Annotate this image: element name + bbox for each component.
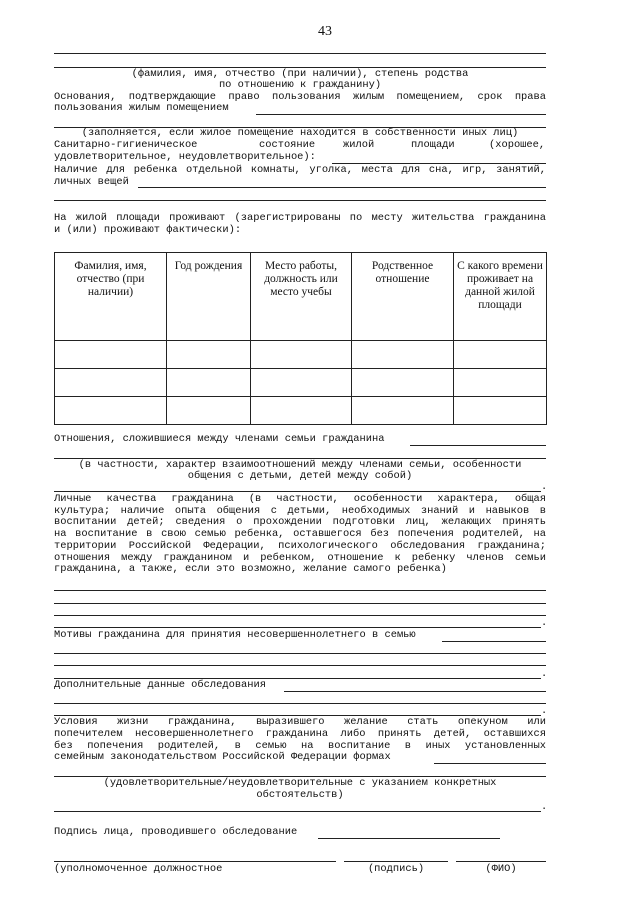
sanitary-line2: удовлетворительное, неудовлетворительное):: [54, 151, 316, 163]
name-caption: (ФИО): [485, 863, 517, 875]
table-cell[interactable]: [55, 369, 167, 397]
conditions-fill-line-3: [54, 811, 541, 812]
sign-caption: (подпись): [367, 863, 425, 875]
table-cell[interactable]: [352, 369, 454, 397]
table-cell[interactable]: [167, 341, 251, 369]
sign-fill-line: [344, 861, 448, 862]
sanitary-line1-w1: Санитарно-гигиеническое: [54, 139, 198, 151]
conditions-line-3: без попечения родителей, в семью на воспитание в иных установленных: [54, 740, 546, 752]
additional-fill-line-2: [54, 703, 546, 704]
sanitary-line1-w4: площади: [411, 139, 455, 151]
conditions-line-4: семейным законодательством Российской Федерации формах: [54, 751, 391, 763]
col-header-since: С какого времени проживает на данной жилой площади: [454, 253, 547, 341]
grounds-label-line1: Основания, подтверждающие право пользования жилым помещением, срок права: [54, 91, 546, 103]
personal-fill-line-3: [54, 615, 546, 616]
table-cell[interactable]: [454, 341, 547, 369]
table-row: [55, 369, 547, 397]
col-header-relation: Родственное отношение: [352, 253, 454, 341]
conditions-line-2: попечителем несовершеннолетнего гражданина либо принять детей, оставшихся: [54, 728, 546, 740]
table-cell[interactable]: [352, 397, 454, 425]
conditions-fill-line-1: [434, 763, 546, 764]
residents-intro-line1: На жилой площади проживают (зарегистрированы по месту жительства гражданина: [54, 212, 546, 224]
additional-period: .: [541, 705, 548, 717]
grounds-label-line2: пользования жилым помещением: [54, 102, 229, 114]
table-cell[interactable]: [251, 369, 352, 397]
table-cell[interactable]: [352, 341, 454, 369]
child-room-line2: личных вещей: [54, 176, 129, 188]
motives-fill-line-1: [442, 641, 546, 642]
residents-table: [54, 252, 547, 425]
personal-line-3: воспитании детей; сведения о прохождении подготовки лиц, желающих принять: [54, 516, 546, 528]
relations-caption-line2: общения с детьми, детей между собой): [187, 470, 413, 482]
motives-fill-line-3: [54, 665, 546, 666]
sanitary-line1-w3: жилой: [343, 139, 375, 151]
residents-intro-line2: и (или) проживают фактически):: [54, 224, 242, 236]
child-room-fill-line-1: [138, 187, 546, 188]
motives-label: Мотивы гражданина для принятия несовершеннолетнего в семью: [54, 629, 416, 641]
personal-line-5: территории Российской Федерации, психологического обследования гражданина;: [54, 540, 546, 552]
personal-line-7: гражданина, а также, если это возможно, желание самого ребенка): [54, 563, 447, 575]
personal-fill-line-2: [54, 603, 546, 604]
table-cell[interactable]: [454, 397, 547, 425]
personal-line-4: на воспитание в свою семью ребенка, оставшегося без попечения родителей, на: [54, 528, 546, 540]
additional-label: Дополнительные данные обследования: [54, 679, 267, 691]
official-fill-line: [54, 861, 336, 862]
table-cell[interactable]: [167, 369, 251, 397]
sanitary-line1-w2: состояние: [259, 139, 316, 151]
relations-period: .: [541, 481, 548, 493]
personal-period: .: [541, 617, 548, 629]
official-caption: (уполномоченное должностное: [54, 863, 223, 875]
signature-fill-line: [318, 838, 500, 839]
personal-line-1: Личные качества гражданина (в частности, особенности характера, общая: [54, 493, 546, 505]
page-number: 43: [318, 24, 332, 39]
relatives-caption-line2: по отношению к гражданину): [218, 79, 382, 91]
relations-fill-line-3: [54, 491, 541, 492]
conditions-caption-line2: обстоятельств): [256, 789, 344, 801]
table-cell[interactable]: [454, 369, 547, 397]
table-cell[interactable]: [251, 397, 352, 425]
additional-fill-line-1: [284, 691, 546, 692]
relatives-fill-line-1: [54, 53, 546, 54]
name-fill-line: [456, 861, 546, 862]
conditions-period: .: [541, 801, 548, 813]
residents-table-header-row: [55, 253, 547, 341]
relations-label: Отношения, сложившиеся между членами семьи гражданина: [54, 433, 385, 445]
signature-label: Подпись лица, проводившего обследование: [54, 826, 298, 838]
conditions-caption-line1: (удовлетворительные/неудовлетворительные с указанием конкретных: [103, 777, 497, 789]
personal-fill-line-1: [54, 590, 546, 591]
table-cell[interactable]: [55, 397, 167, 425]
grounds-caption: (заполняется, если жилое помещение находится в собственности иных лиц): [81, 127, 519, 139]
sanitary-line1-w5: (хорошее,: [489, 139, 546, 151]
table-row: [55, 341, 547, 369]
table-row: [55, 397, 547, 425]
personal-fill-line-4: [54, 627, 541, 628]
child-room-fill-line-2: [54, 200, 546, 201]
conditions-line-1: Условия жизни гражданина, выразившего желание стать опекуном или: [54, 716, 546, 728]
relatives-caption-line1: (фамилия, имя, отчество (при наличии), степень родства: [131, 68, 469, 80]
relations-caption-line1: (в частности, характер взаимоотношений между членами семьи, особенности: [78, 459, 522, 471]
table-cell[interactable]: [167, 397, 251, 425]
motives-period: .: [541, 668, 548, 680]
relations-fill-line-1: [410, 445, 546, 446]
motives-fill-line-2: [54, 653, 546, 654]
personal-line-2: культура; наличие опыта общения с детьми, необходимых знаний и навыков в: [54, 505, 546, 517]
table-cell[interactable]: [251, 341, 352, 369]
col-header-birth-year: Год рождения: [167, 253, 251, 341]
grounds-fill-line-1: [256, 114, 546, 115]
table-cell[interactable]: [55, 341, 167, 369]
col-header-name: Фамилия, имя, отчество (при наличии): [55, 253, 167, 341]
personal-line-6: отношения между гражданином и ребенком, отношение к ребенку членов семьи: [54, 552, 546, 564]
col-header-workplace: Место работы, должность или место учебы: [251, 253, 352, 341]
child-room-line1: Наличие для ребенка отдельной комнаты, уголка, места для сна, игр, занятий,: [54, 164, 546, 176]
